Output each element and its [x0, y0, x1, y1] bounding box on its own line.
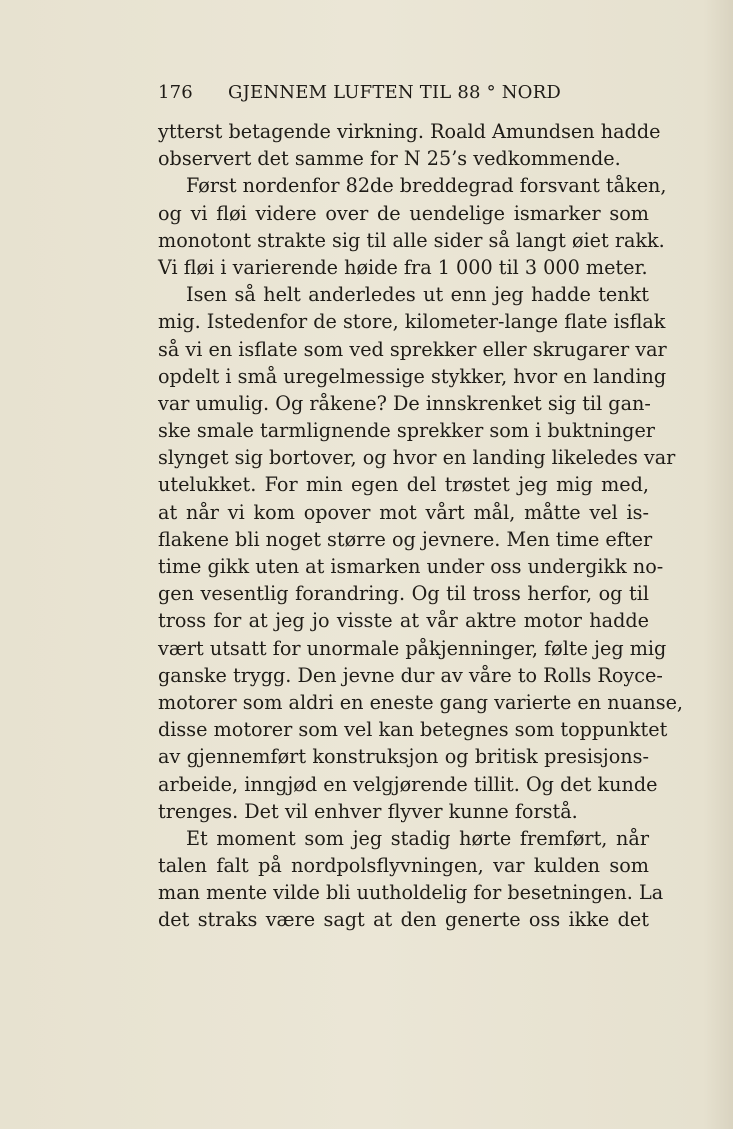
text-line: Først nordenfor 82de breddegrad forsvant tåken,: [186, 174, 667, 198]
text-line: ytterst betagende virkning. Roald Amundsen hadde: [158, 120, 661, 143]
text-line: ske smale tarmlignende sprekker som i buktninger: [158, 419, 655, 443]
text-line: flakene bli noget større og jevnere. Men time efter: [158, 527, 653, 551]
text-line: ganske trygg. Den jevne dur av våre to Rolls Royce-: [158, 663, 663, 687]
text-line: slynget sig bortover, og hvor en landing likeledes var: [158, 446, 676, 470]
text-line: var umulig. Og råkene? De innskrenket sig til gan-: [158, 391, 651, 415]
running-title: GJENNEM LUFTEN TIL 88 ° NORD: [228, 82, 562, 103]
text-line: det straks være sagt at den generte oss ikke det: [158, 908, 649, 932]
text-line: og vi fløi videre over de uendelige ismarker som: [158, 201, 649, 225]
text-line: gen vesentlig forandring. Og til tross herfor, og til: [158, 582, 649, 606]
text-line: man mente vilde bli uutholdelig for besetningen. La: [158, 881, 664, 905]
text-line: så vi en isflate som ved sprekker eller skrugarer var: [158, 337, 667, 361]
text-line: disse motorer som vel kan betegnes som toppunktet: [158, 718, 668, 742]
text-line: av gjennemført konstruksjon og britisk presisjons-: [158, 745, 649, 769]
page-number: 176: [158, 82, 193, 103]
text-line: motorer som aldri en eneste gang varierte en nuanse,: [158, 690, 684, 714]
text-line: Vi fløi i varierende høide fra 1 000 til 3 000 meter.: [158, 255, 648, 279]
text-line: vært utsatt for unormale påkjenninger, følte jeg mig: [158, 636, 667, 660]
text-line: mig. Istedenfor de store, kilometer-lange flate isflak: [158, 310, 666, 334]
text-line: Isen så helt anderledes ut enn jeg hadde tenkt: [186, 283, 649, 307]
text-line: utelukket. For min egen del trøstet jeg mig med,: [158, 473, 649, 497]
text-line: time gikk uten at ismarken under oss undergikk no-: [158, 555, 664, 578]
text-line: tross for at jeg jo visste at vår aktre motor hadde: [158, 609, 649, 633]
text-line: arbeide, inngjød en velgjørende tillit. Og det kunde: [158, 772, 658, 796]
body-text: [158, 118, 684, 934]
text-line: trenges. Det vil enhver flyver kunne forstå.: [158, 799, 578, 823]
page-header: [158, 82, 658, 108]
text-line: observert det samme for N 25’s vedkommende.: [158, 147, 621, 171]
text-line: opdelt i små uregelmessige stykker, hvor en landing: [158, 364, 667, 388]
text-line: at når vi kom opover mot vårt mål, måtte vel is-: [158, 500, 649, 524]
text-line: talen falt på nordpolsflyvningen, var kulden som: [158, 854, 649, 878]
text-line: Et moment som jeg stadig hørte fremført, når: [186, 826, 649, 850]
text-line: monotont strakte sig til alle sider så langt øiet rakk.: [158, 228, 665, 252]
